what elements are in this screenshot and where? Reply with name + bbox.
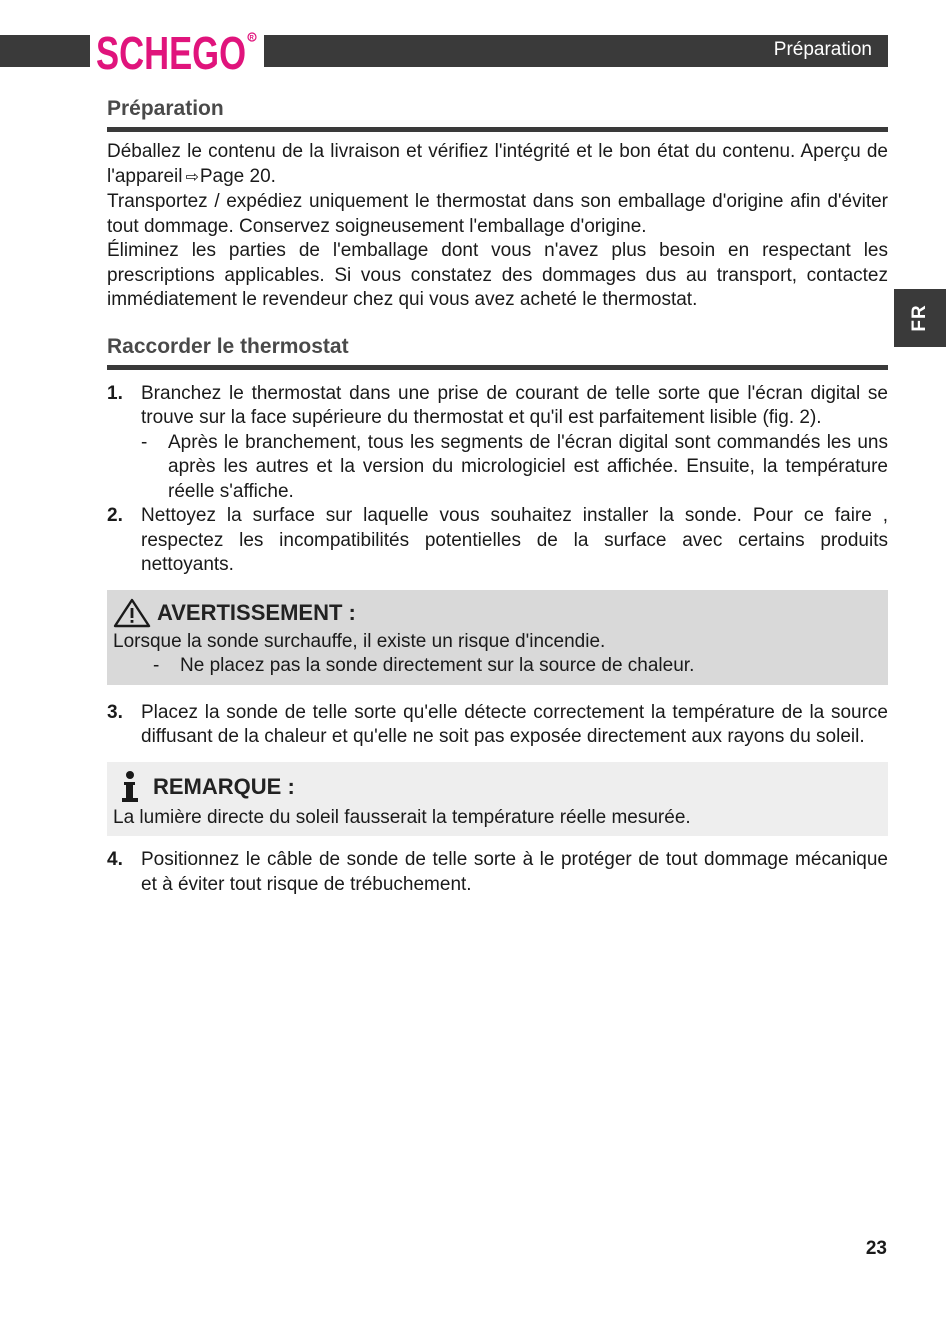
warning-text: Lorsque la sonde surchauffe, il existe un risque d'incendie. — [113, 630, 606, 652]
page-reference-link[interactable]: Page 20. — [199, 165, 276, 187]
note-text: La lumière directe du soleil fausserait la température réelle mesurée. — [113, 806, 691, 828]
info-icon — [113, 770, 147, 804]
paragraph-transport: Transportez / expédiez uniquement le thermostat dans son emballage d'origine afin d'éviter tout dommage. Conservez soigneusement l'emballage d'origine. — [107, 191, 888, 237]
language-tab — [894, 289, 946, 347]
step-number: 4. — [107, 849, 123, 870]
step-item — [107, 504, 888, 578]
warning-triangle-icon — [113, 598, 151, 628]
warning-box — [107, 590, 888, 685]
paragraph-disposal: Éliminez les parties de l'emballage dont vous n'avez plus besoin en respectant les prescriptions applicables. Si vous constatez des dommages dus au transport, contactez immédiatement le revendeur chez qui vous avez acheté le thermostat. — [107, 240, 888, 310]
language-tab-label: FR — [909, 304, 930, 332]
page-reference-arrow-icon: ⇨ — [185, 168, 199, 186]
page-number: 23 — [865, 1238, 887, 1259]
schego-logo — [92, 28, 262, 76]
page-content — [107, 97, 888, 897]
paragraph-unpacking — [107, 140, 888, 190]
dash-bullet: - — [153, 655, 160, 676]
step-item — [107, 848, 888, 897]
step-number: 3. — [107, 701, 123, 723]
step-text: Nettoyez la surface sur laquelle vous souhaitez installer la sonde. Pour ce faire , respectez les incompatibilités potentielles de la surface avec certains produits nettoyants. — [141, 505, 888, 575]
section-title-preparation: Préparation — [107, 97, 888, 132]
step-number: 1. — [107, 382, 123, 404]
steps-list-c — [107, 848, 888, 897]
warning-sub-text: Ne placez pas la sonde directement sur la source de chaleur. — [180, 655, 695, 676]
step-text: Positionnez le câble de sonde de telle sorte à le protéger de tout dommage mécanique et à éviter tout risque de trébuchement. — [141, 849, 888, 895]
step-sub-item — [141, 431, 888, 505]
step-item — [107, 382, 888, 505]
header-section-title: Préparation — [773, 39, 872, 60]
svg-text:R: R — [249, 35, 254, 42]
note-title-text: REMARQUE : — [153, 773, 295, 799]
step-text: Placez la sonde de telle sorte qu'elle détecte correctement la température de la source diffusant de la chaleur et qu'elle ne soit pas exposée directement aux rayons du soleil. — [141, 701, 888, 747]
warning-sub-item — [153, 654, 882, 679]
step-text: Branchez le thermostat dans une prise de courant de telle sorte que l'écran digital se trouve sur la face supérieure du thermostat et qu'il est parfaitement lisible (fig. 2). — [141, 382, 888, 428]
step-number: 2. — [107, 505, 123, 526]
warning-title-text: AVERTISSEMENT : — [157, 599, 356, 625]
step-item — [107, 701, 888, 750]
steps-list-b — [107, 701, 888, 750]
warning-title — [113, 598, 882, 628]
svg-text:SCHEGO: SCHEGO — [96, 28, 246, 76]
paragraph-unpacking-text: Déballez le contenu de la livraison et vérifiez l'intégrité et le bon état du contenu. Aperçu de l'appareil — [107, 141, 888, 187]
header-bar-left — [0, 35, 90, 67]
dash-bullet: - — [141, 431, 148, 453]
section-title-connect: Raccorder le thermostat — [107, 335, 888, 370]
note-title — [113, 770, 882, 804]
note-box — [107, 762, 888, 837]
step-sub-text: Après le branchement, tous les segments de l'écran digital sont commandés les uns après les autres et la version du micrologiciel est affichée. Ensuite, la température réelle s'affiche. — [168, 431, 888, 502]
steps-list-a — [107, 382, 888, 578]
